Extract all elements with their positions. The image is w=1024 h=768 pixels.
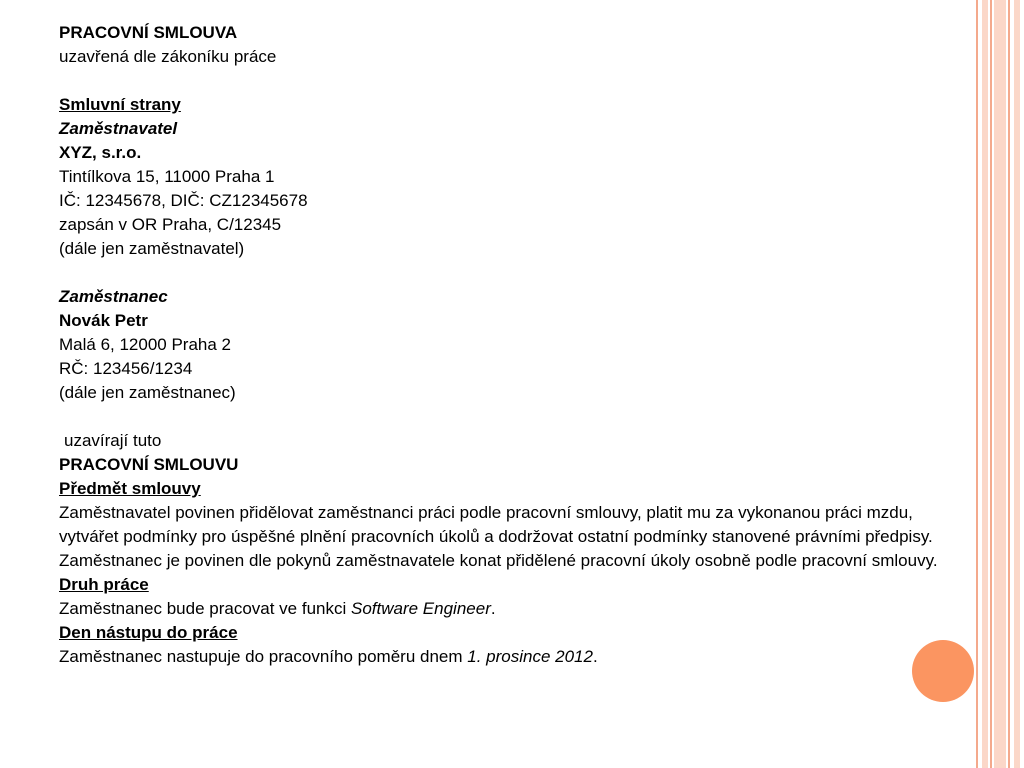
employer-ids: IČ: 12345678, DIČ: CZ12345678 xyxy=(59,191,308,210)
subject-heading: Předmět smlouvy xyxy=(59,479,201,498)
conclude-text: uzavírají tuto xyxy=(64,431,162,450)
border-stripe xyxy=(982,0,988,768)
employee-name: Novák Petr xyxy=(59,311,148,330)
start-date-period: . xyxy=(592,647,598,666)
employer-registry: zapsán v OR Praha, C/12345 xyxy=(59,215,282,234)
start-date-text: Zaměstnanec nastupuje do pracovního poměru dnem xyxy=(59,647,468,666)
parties-heading: Smluvní strany xyxy=(59,95,181,114)
border-stripe xyxy=(976,0,978,768)
decorative-border-stripes xyxy=(976,0,1024,768)
employer-alias: (dále jen zaměstnavatel) xyxy=(59,239,245,258)
document-subtitle: uzavřená dle zákoníku práce xyxy=(59,47,277,66)
employee-address: Malá 6, 12000 Praha 2 xyxy=(59,335,232,354)
document-title: PRACOVNÍ SMLOUVA xyxy=(59,23,238,42)
work-type-paragraph xyxy=(59,597,959,621)
employee-rc: RČ: 123456/1234 xyxy=(59,359,193,378)
start-date-value: 1. prosince 2012 xyxy=(467,647,593,666)
spacer xyxy=(59,69,959,93)
employer-name: XYZ, s.r.o. xyxy=(59,143,142,162)
subject-paragraph-1: Zaměstnavatel povinen přidělovat zaměstnanci práci podle pracovní smlouvy, platit mu za vykonanou práci mzdu, vytvářet podmínky pro úspěšné plnění pracovních úkolů a dodržovat ostatní podmínky stanovené právními předpisy. xyxy=(59,503,933,546)
employer-address: Tintílkova 15, 11000 Praha 1 xyxy=(59,167,275,186)
start-date-paragraph xyxy=(59,645,959,669)
work-type-heading: Druh práce xyxy=(59,575,149,594)
employee-alias: (dále jen zaměstnanec) xyxy=(59,383,236,402)
work-type-text: Zaměstnanec bude pracovat ve funkci xyxy=(59,599,351,618)
work-type-value: Software Engineer xyxy=(351,599,491,618)
contract-document xyxy=(59,21,959,669)
border-stripe xyxy=(994,0,1006,768)
border-stripe xyxy=(1014,0,1020,768)
border-stripe xyxy=(990,0,992,768)
start-date-heading: Den nástupu do práce xyxy=(59,623,238,642)
work-type-period: . xyxy=(490,599,496,618)
subject-paragraph-2: Zaměstnanec je povinen dle pokynů zaměstnavatele konat přidělené pracovní úkoly osobně podle pracovní smlouvy. xyxy=(59,551,938,570)
contract-title: PRACOVNÍ SMLOUVU xyxy=(59,455,239,474)
border-stripe xyxy=(1008,0,1010,768)
employee-role: Zaměstnanec xyxy=(59,287,168,306)
spacer xyxy=(59,261,959,285)
spacer xyxy=(59,405,959,429)
employer-role: Zaměstnavatel xyxy=(59,119,178,138)
